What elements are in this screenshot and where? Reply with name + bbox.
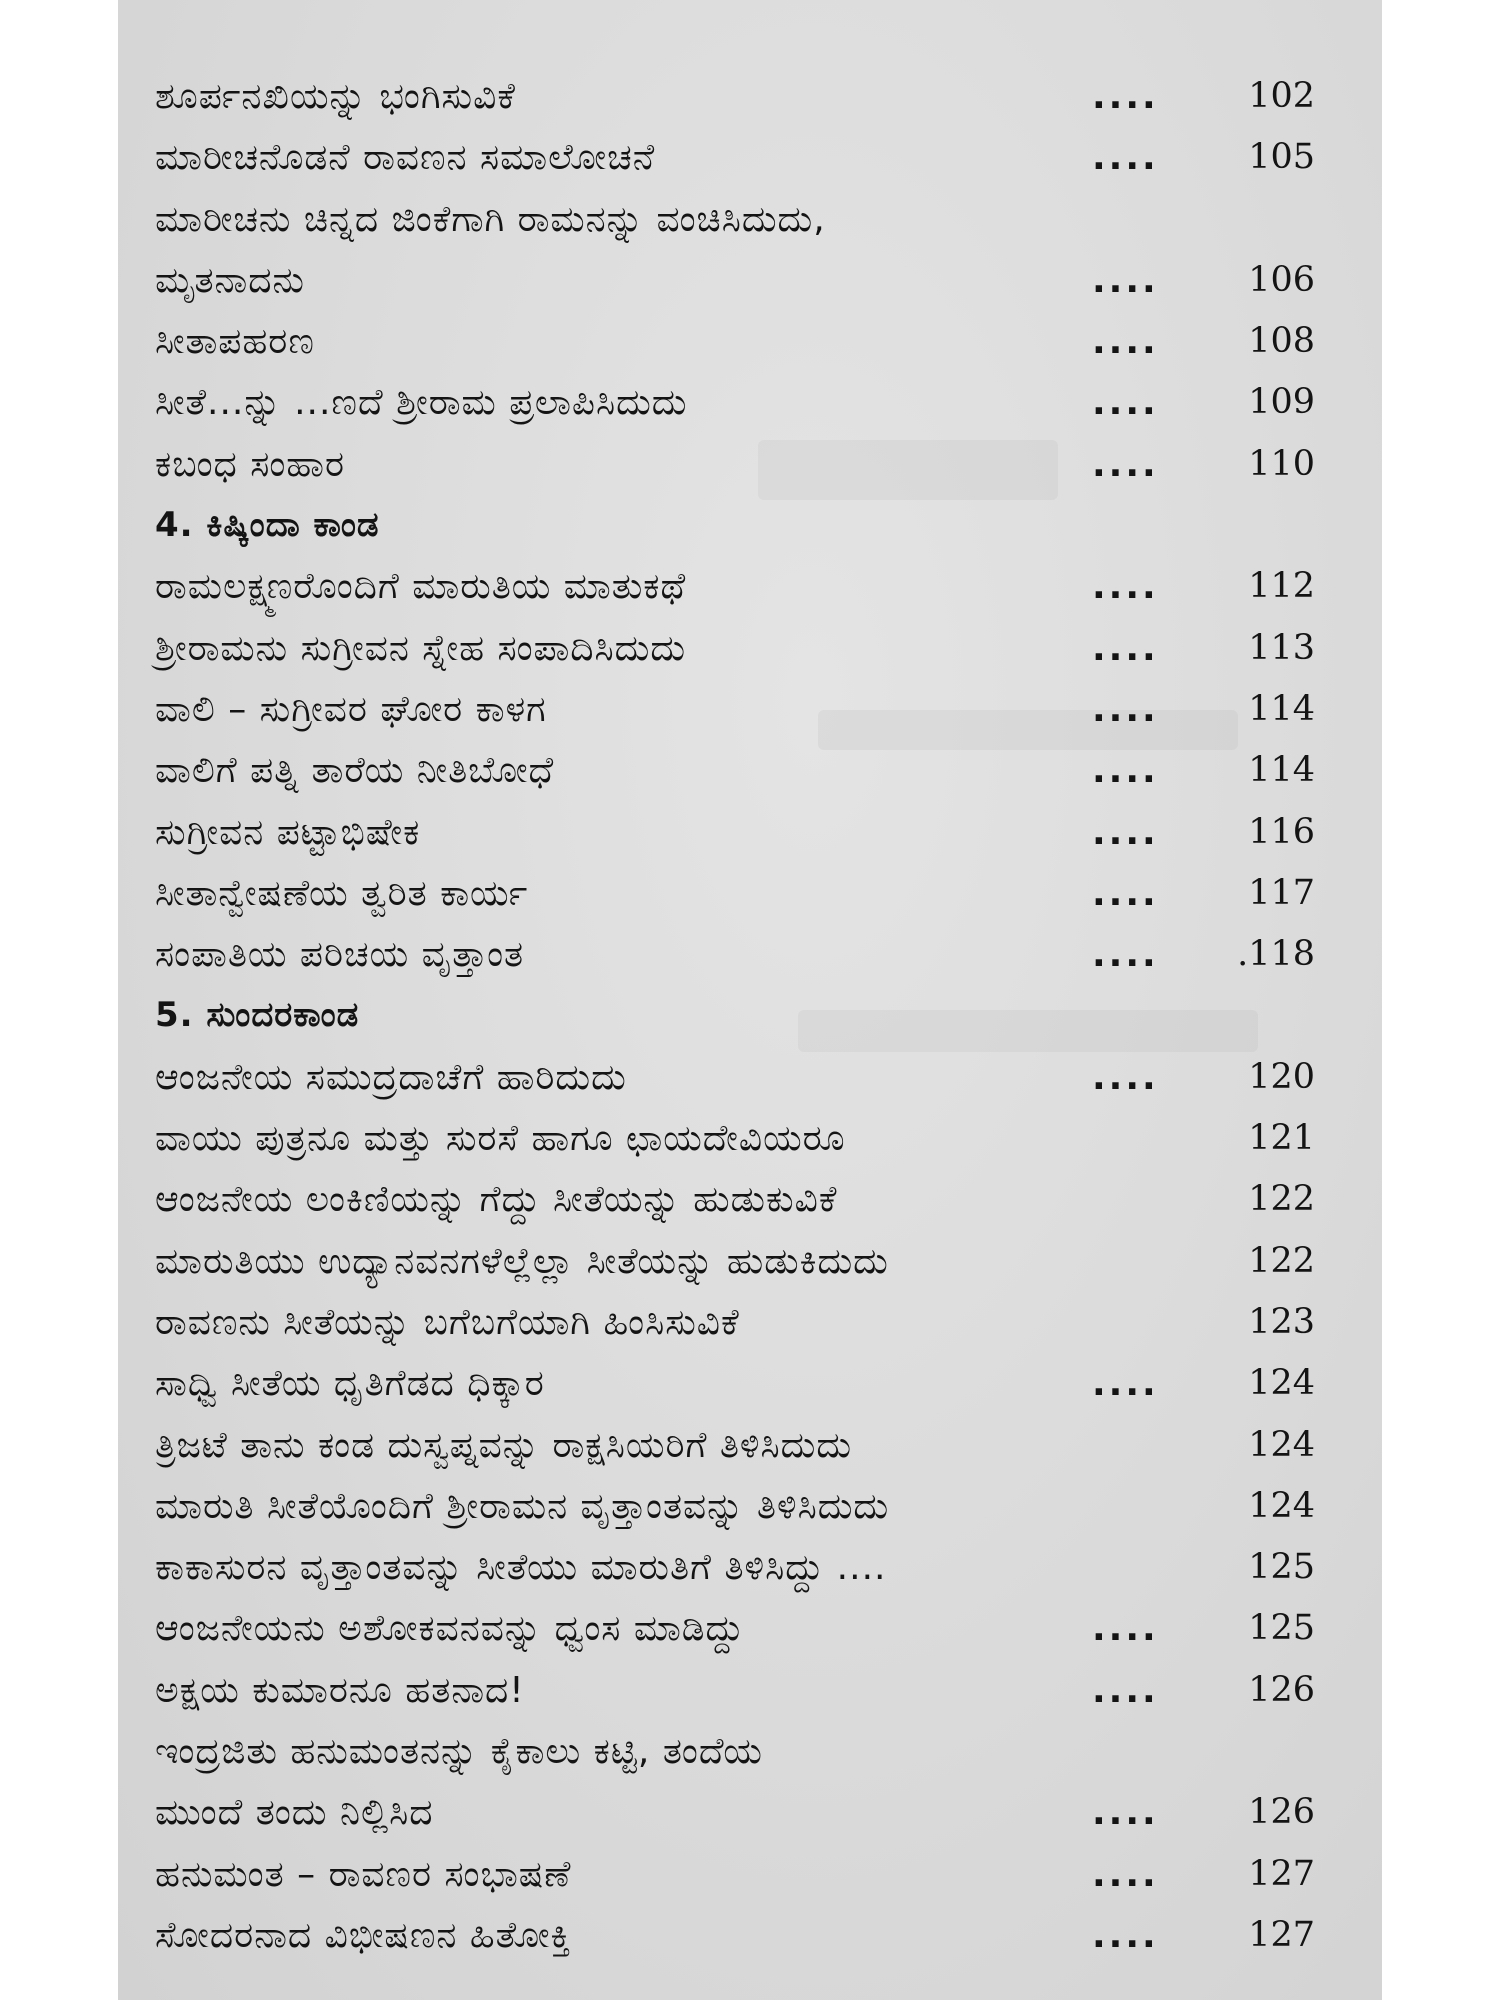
toc-entry — [155, 618, 1315, 679]
entry-title: ಸೀತೆ...ನ್ನು ...ಣದೆ ಶ್ರೀರಾಮ ಪ್ರಲಾಪಿಸಿದುದು — [155, 382, 688, 424]
dot-leader: .... — [1092, 688, 1159, 730]
dot-leader: .... — [1092, 321, 1159, 363]
toc-entry — [155, 1231, 1315, 1292]
toc-entry — [155, 863, 1315, 924]
dot-leader: .... — [1092, 1669, 1159, 1711]
page-number: 120 — [1248, 1056, 1315, 1097]
dot-leader: .... — [1092, 382, 1159, 424]
page-number: 124 — [1248, 1363, 1315, 1404]
dot-leader: .... — [1092, 443, 1159, 485]
toc-entry — [155, 1292, 1315, 1353]
page-number: 114 — [1248, 688, 1315, 729]
toc-entry — [155, 189, 1315, 250]
toc-entry — [155, 1537, 1315, 1598]
toc-entry — [155, 924, 1315, 985]
toc-entry — [155, 1660, 1315, 1721]
page-number: 108 — [1248, 321, 1315, 362]
dot-leader: .... — [1092, 1608, 1159, 1650]
dot-leader: .... — [1092, 750, 1159, 792]
section-heading-row — [155, 985, 1315, 1046]
toc-entry — [155, 311, 1315, 372]
toc-entry — [155, 1782, 1315, 1843]
toc-entry — [155, 679, 1315, 740]
page-number: 125 — [1248, 1547, 1315, 1588]
toc-entry — [155, 1721, 1315, 1782]
entry-title: ಸುಗ್ರೀವನ ಪಟ್ಟಾಭಿಷೇಕ — [155, 811, 421, 853]
entry-title: ಸಂಪಾತಿಯ ಪರಿಚಯ ವೃತ್ತಾಂತ — [155, 934, 525, 976]
toc-entry — [155, 1353, 1315, 1414]
entry-title: ಮಾರುತಿ ಸೀತೆಯೊಂದಿಗೆ ಶ್ರೀರಾಮನ ವೃತ್ತಾಂತವನ್ನು ತಿಳಿಸಿದುದು — [155, 1485, 890, 1527]
entry-title: ಸೀತಾಪಹರಣ — [155, 321, 315, 363]
page-number: 126 — [1248, 1669, 1315, 1710]
page-number: 125 — [1248, 1608, 1315, 1649]
page-number: 127 — [1248, 1914, 1315, 1955]
table-of-contents — [155, 66, 1315, 1966]
toc-entry — [155, 1905, 1315, 1966]
toc-entry — [155, 802, 1315, 863]
page-number: 122 — [1248, 1179, 1315, 1220]
entry-title: ರಾಮಲಕ್ಷ್ಮಣರೊಂದಿಗೆ ಮಾರುತಿಯ ಮಾತುಕಥೆ — [155, 566, 687, 608]
page-number: 121 — [1248, 1118, 1315, 1159]
dot-leader: .... — [1092, 627, 1159, 669]
page-number: 110 — [1248, 443, 1315, 484]
dot-leader: .... — [1092, 1914, 1159, 1956]
page-number: .118 — [1237, 934, 1315, 975]
section-heading-row — [155, 495, 1315, 556]
dot-leader: .... — [1092, 566, 1159, 608]
entry-title: ಅಕ್ಷಯ ಕುಮಾರನೂ ಹತನಾದ! — [155, 1669, 525, 1711]
page-number: 114 — [1248, 750, 1315, 791]
page-number: 127 — [1248, 1853, 1315, 1894]
entry-title: ಮಾರುತಿಯು ಉದ್ಯಾನವನಗಳೆಲ್ಲೆಲ್ಲಾ ಸೀತೆಯನ್ನು ಹುಡುಕಿದುದು — [155, 1240, 889, 1282]
entry-title: ವಾಲಿ – ಸುಗ್ರೀವರ ಘೋರ ಕಾಳಗ — [155, 688, 547, 730]
entry-title: ತ್ರಿಜಟೆ ತಾನು ಕಂಡ ದುಸ್ವಪ್ನವನ್ನು ರಾಕ್ಷಸಿಯರಿಗೆ ತಿಳಿಸಿದುದು — [155, 1424, 853, 1466]
dot-leader: .... — [1092, 1792, 1159, 1834]
entry-title: ಕಾಕಾಸುರನ ವೃತ್ತಾಂತವನ್ನು ಸೀತೆಯು ಮಾರುತಿಗೆ ತಿಳಿಸಿದ್ದು .... — [155, 1547, 887, 1589]
entry-title: ಮೃತನಾದನು — [155, 259, 305, 301]
page-number: 109 — [1248, 382, 1315, 423]
page-number: 105 — [1248, 137, 1315, 178]
toc-entry — [155, 1108, 1315, 1169]
page-number: 113 — [1248, 627, 1315, 668]
toc-entry — [155, 372, 1315, 433]
dot-leader: .... — [1092, 934, 1159, 976]
toc-entry — [155, 1844, 1315, 1905]
toc-entry — [155, 740, 1315, 801]
page-number: 124 — [1248, 1485, 1315, 1526]
section-title: 4. ಕಿಷ್ಕಿಂದಾ ಕಾಂಡ — [155, 505, 380, 546]
dot-leader: .... — [1092, 1363, 1159, 1405]
page-number: 126 — [1248, 1792, 1315, 1833]
entry-title: ಇಂದ್ರಜಿತು ಹನುಮಂತನನ್ನು ಕೈಕಾಲು ಕಟ್ಟಿ, ತಂದೆಯ — [155, 1731, 763, 1773]
section-title: 5. ಸುಂದರಕಾಂಡ — [155, 995, 360, 1036]
page-number: 123 — [1248, 1301, 1315, 1342]
dot-leader: .... — [1092, 872, 1159, 914]
dot-leader: .... — [1092, 137, 1159, 179]
entry-title: ವಾಯು ಪುತ್ರನೂ ಮತ್ತು ಸುರಸೆ ಹಾಗೂ ಛಾಯದೇವಿಯರೂ — [155, 1118, 846, 1160]
entry-title: ಸೀತಾನ್ವೇಷಣೆಯ ತ್ವರಿತ ಕಾರ್ಯ — [155, 872, 529, 914]
entry-title: ಕಬಂಧ ಸಂಹಾರ — [155, 443, 345, 485]
entry-title: ಮಾರೀಚನು ಚಿನ್ನದ ಜಿಂಕೆಗಾಗಿ ರಾಮನನ್ನು ವಂಚಿಸಿದುದು, — [155, 198, 826, 240]
entry-title: ಮುಂದೆ ತಂದು ನಿಲ್ಲಿಸಿದ — [155, 1792, 434, 1834]
entry-title: ಆಂಜನೇಯನು ಅಶೋಕವನವನ್ನು ಧ್ವಂಸ ಮಾಡಿದ್ದು — [155, 1608, 745, 1650]
entry-title: ವಾಲಿಗೆ ಪತ್ನಿ ತಾರೆಯ ನೀತಿಬೋಧೆ — [155, 750, 555, 792]
toc-entry — [155, 1047, 1315, 1108]
entry-title: ಸೋದರನಾದ ವಿಭೀಷಣನ ಹಿತೋಕ್ತಿ — [155, 1914, 572, 1956]
page-number: 116 — [1248, 811, 1315, 852]
page-number: 122 — [1248, 1240, 1315, 1281]
dot-leader: .... — [1092, 1853, 1159, 1895]
toc-entry — [155, 250, 1315, 311]
entry-title: ಹನುಮಂತ – ರಾವಣರ ಸಂಭಾಷಣೆ — [155, 1853, 572, 1895]
entry-title: ಆಂಜನೇಯ ಲಂಕಿಣಿಯನ್ನು ಗೆದ್ದು ಸೀತೆಯನ್ನು ಹುಡುಕುವಿಕೆ — [155, 1179, 838, 1221]
page-number: 106 — [1248, 259, 1315, 300]
entry-title: ಆಂಜನೇಯ ಸಮುದ್ರದಾಚೆಗೆ ಹಾರಿದುದು — [155, 1056, 627, 1098]
toc-entry — [155, 1598, 1315, 1659]
toc-entry — [155, 127, 1315, 188]
entry-title: ಮಾರೀಚನೊಡನೆ ರಾವಣನ ಸಮಾಲೋಚನೆ — [155, 137, 656, 179]
toc-entry — [155, 1415, 1315, 1476]
entry-title: ಸಾಧ್ವಿ ಸೀತೆಯ ಧೃತಿಗೆಡದ ಧಿಕ್ಕಾರ — [155, 1363, 545, 1405]
toc-entry — [155, 1169, 1315, 1230]
entry-title: ರಾವಣನು ಸೀತೆಯನ್ನು ಬಗೆಬಗೆಯಾಗಿ ಹಿಂಸಿಸುವಿಕೆ — [155, 1301, 740, 1343]
entry-title: ಶೂರ್ಪನಖಿಯನ್ನು ಭಂಗಿಸುವಿಕೆ — [155, 76, 516, 117]
page-number: 117 — [1248, 872, 1315, 913]
page-number: 112 — [1248, 566, 1315, 607]
dot-leader: .... — [1092, 76, 1159, 117]
toc-entry — [155, 556, 1315, 617]
page-number: 124 — [1248, 1424, 1315, 1465]
toc-entry — [155, 1476, 1315, 1537]
dot-leader: .... — [1092, 811, 1159, 853]
dot-leader: .... — [1092, 1056, 1159, 1098]
dot-leader: .... — [1092, 259, 1159, 301]
page-number: 102 — [1248, 76, 1315, 116]
toc-entry — [155, 66, 1315, 127]
toc-entry — [155, 434, 1315, 495]
entry-title: ಶ್ರೀರಾಮನು ಸುಗ್ರೀವನ ಸ್ನೇಹ ಸಂಪಾದಿಸಿದುದು — [155, 627, 687, 669]
